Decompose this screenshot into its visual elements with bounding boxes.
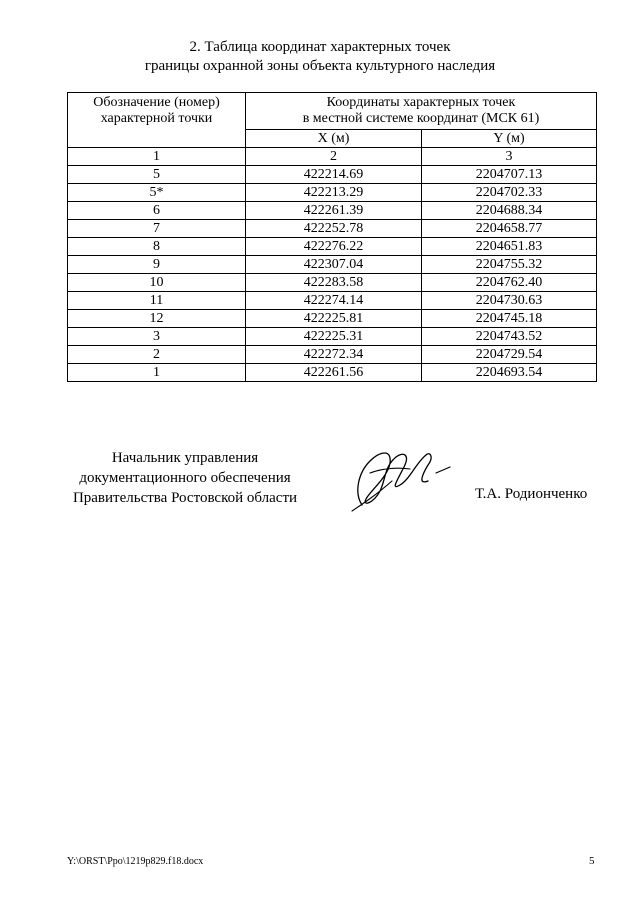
x-coordinate-cell: 422225.81	[246, 310, 422, 328]
x-coordinate-cell: 422225.31	[246, 328, 422, 346]
point-number-cell: 8	[68, 238, 246, 256]
column-index-cell: 3	[422, 148, 597, 166]
column-index-cell: 2	[246, 148, 422, 166]
y-coordinate-cell: 2204745.18	[422, 310, 597, 328]
y-coordinate-cell: 2204651.83	[422, 238, 597, 256]
point-number-cell: 3	[68, 328, 246, 346]
table-row	[68, 346, 597, 364]
point-number-header-line-1: Обозначение (номер)	[93, 95, 220, 110]
handwritten-signature	[340, 433, 460, 523]
footer-file-path: Y:\ORST\Ppo\1219p829.f18.docx	[67, 856, 204, 867]
title-line-1: 2. Таблица координат характерных точек	[189, 39, 451, 55]
column-index-row	[68, 148, 597, 166]
x-coordinate-cell: 422272.34	[246, 346, 422, 364]
y-coordinate-cell: 2204755.32	[422, 256, 597, 274]
signer-position	[60, 448, 310, 508]
table-row	[68, 364, 597, 382]
table-row	[68, 238, 597, 256]
coordinates-header	[246, 93, 597, 130]
x-coordinate-cell: 422252.78	[246, 220, 422, 238]
y-coordinate-cell: 2204693.54	[422, 364, 597, 382]
x-coordinate-cell: 422276.22	[246, 238, 422, 256]
point-number-header	[68, 93, 246, 148]
table-row	[68, 166, 597, 184]
y-coordinate-cell: 2204658.77	[422, 220, 597, 238]
point-number-cell: 2	[68, 346, 246, 364]
title-line-2: границы охранной зоны объекта культурного наследия	[144, 58, 496, 74]
page-number: 5	[589, 855, 595, 867]
y-coordinate-cell: 2204729.54	[422, 346, 597, 364]
document-title	[0, 38, 640, 76]
y-coordinate-cell: 2204707.13	[422, 166, 597, 184]
table-row	[68, 292, 597, 310]
point-number-cell: 1	[68, 364, 246, 382]
signer-position-line-2: документационного обеспечения	[79, 470, 291, 486]
y-coordinate-cell: 2204762.40	[422, 274, 597, 292]
x-coordinate-cell: 422283.58	[246, 274, 422, 292]
y-coordinate-cell: 2204730.63	[422, 292, 597, 310]
point-number-cell: 12	[68, 310, 246, 328]
coordinates-table	[67, 92, 597, 382]
table-row	[68, 220, 597, 238]
y-column-header: Y (м)	[422, 130, 597, 148]
x-column-header: X (м)	[246, 130, 422, 148]
coordinates-header-line-1: Координаты характерных точек	[326, 95, 516, 110]
table-row	[68, 256, 597, 274]
x-coordinate-cell: 422214.69	[246, 166, 422, 184]
column-index-cell: 1	[68, 148, 246, 166]
point-number-cell: 9	[68, 256, 246, 274]
point-number-header-line-2: характерной точки	[100, 111, 213, 126]
point-number-cell: 5*	[68, 184, 246, 202]
y-coordinate-cell: 2204702.33	[422, 184, 597, 202]
signer-position-line-1: Начальник управления	[111, 450, 259, 466]
point-number-cell: 10	[68, 274, 246, 292]
table-row	[68, 310, 597, 328]
point-number-cell: 7	[68, 220, 246, 238]
table-row	[68, 202, 597, 220]
x-coordinate-cell: 422261.39	[246, 202, 422, 220]
table-row	[68, 274, 597, 292]
point-number-cell: 6	[68, 202, 246, 220]
coordinates-header-line-2: в местной системе координат (МСК 61)	[302, 111, 540, 126]
x-coordinate-cell: 422213.29	[246, 184, 422, 202]
table-row	[68, 328, 597, 346]
x-coordinate-cell: 422261.56	[246, 364, 422, 382]
table-row	[68, 184, 597, 202]
point-number-cell: 11	[68, 292, 246, 310]
y-coordinate-cell: 2204688.34	[422, 202, 597, 220]
y-coordinate-cell: 2204743.52	[422, 328, 597, 346]
x-coordinate-cell: 422274.14	[246, 292, 422, 310]
x-coordinate-cell: 422307.04	[246, 256, 422, 274]
signer-name: Т.А. Родионченко	[475, 486, 588, 502]
point-number-cell: 5	[68, 166, 246, 184]
signer-position-line-3: Правительства Ростовской области	[72, 490, 298, 506]
